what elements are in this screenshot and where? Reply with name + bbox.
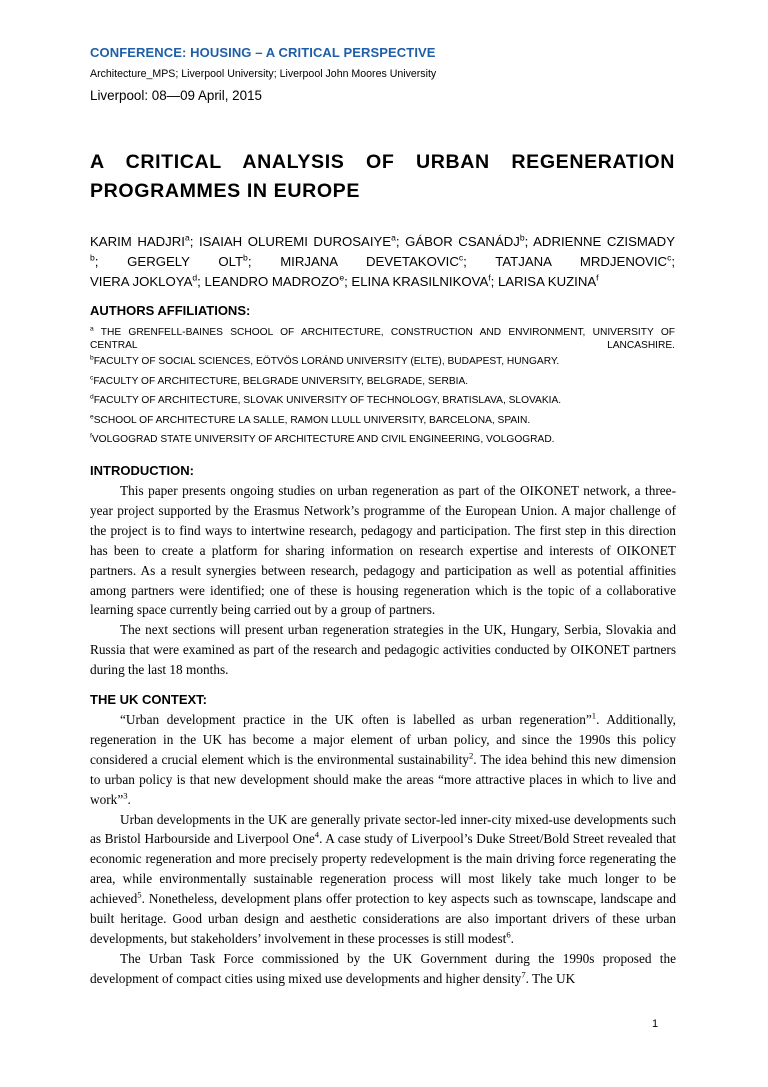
footnote-ref[interactable]: 6 (506, 929, 511, 940)
footnote-ref[interactable]: 5 (137, 889, 142, 900)
author-list (90, 232, 675, 292)
affiliation-marker: f (596, 272, 599, 283)
affiliation-item (90, 415, 675, 428)
affiliation-text-line2 (90, 340, 675, 353)
introduction-body (90, 481, 676, 680)
paragraph (90, 810, 676, 949)
affiliation-item (90, 356, 675, 369)
affiliation-item (90, 395, 675, 408)
footnote-ref[interactable]: 4 (314, 830, 320, 841)
affiliation-key: c (90, 374, 94, 382)
introduction-heading: INTRODUCTION: (90, 463, 194, 478)
affiliation-marker: c (458, 252, 464, 263)
conference-institutions: Architecture_MPS; Liverpool University; Liverpool John Moores University (90, 68, 437, 80)
affiliation-marker: a (391, 232, 396, 243)
author-name: ADRIENNE CZISMADY (533, 234, 675, 249)
page-number: 1 (652, 1018, 659, 1030)
affiliation-marker: b (90, 252, 95, 263)
affiliation-item (90, 327, 675, 352)
text-run: . The UK (525, 970, 576, 986)
affiliation-marker: f (488, 272, 491, 283)
author-name: LARISA KUZINA (497, 274, 597, 289)
affiliation-key: b (90, 354, 94, 362)
author-line-3: VIERA JOKLOYA$^d$; LEANDRO MADROZO$^e$; ELINA KRASILNIKOVA$^f$; LARISA KUZINA$^f$ (90, 272, 599, 289)
author-name: GERGELY OLT (127, 254, 244, 269)
conference-date: Liverpool: 08—09 April, 2015 (90, 88, 262, 103)
text-run: . (510, 930, 514, 946)
affiliation-marker: c (667, 252, 672, 263)
author-name: ISAIAH OLUREMI DUROSAIYE (198, 234, 392, 249)
paragraph (90, 949, 676, 989)
author-line-1: KARIM HADJRI$^a$; ISAIAH OLUREMI DUROSAIYE$^a$; GÁBOR CSANÁDJ$^b$; ADRIENNE CZISMADY (90, 232, 675, 249)
affiliation-text: FACULTY OF SOCIAL SCIENCES, EÖTVÖS LORÁND UNIVERSITY (ELTE), BUDAPEST, HUNGARY. (93, 356, 560, 367)
affiliation-key: d (90, 393, 94, 401)
affiliation-text: LANCASHIRE. (607, 339, 675, 351)
text-run: . A case study of Liverpool’s Duke Street/Bold Street revealed that economic regeneration and more precisely property redevelopment is the main driving force regenerating the area, while environmentally sustainable regeneration process will most likely take much longer to be achieved (90, 831, 676, 907)
affiliations-list (90, 327, 675, 454)
footnote-ref[interactable]: 7 (521, 969, 526, 980)
author-name: ELINA KRASILNIKOVA (351, 274, 489, 289)
text-run: . The idea behind this new dimension to urban policy is that new development should make the areas “more attractive places in which to live and work” (90, 751, 676, 807)
affiliations-heading: AUTHORS AFFILIATIONS: (90, 303, 251, 318)
affiliation-marker: a (184, 232, 190, 243)
text-run: Urban developments in the UK are generally private sector-led inner-city mixed-use developments such as Bristol Harbourside and Liverpool One (90, 811, 676, 847)
paper-title: A CRITICAL ANALYSIS OF URBAN REGENERATION PROGRAMMES IN EUROPE (90, 151, 675, 202)
conference-title: CONFERENCE: HOUSING – A CRITICAL PERSPECTIVE (90, 45, 436, 60)
author-line-2: $^b$; GERGELY OLT$^b$; MIRJANA DEVETAKOVIC$^c$; TATJANA MRDJENOVIC$^c$; (90, 252, 676, 269)
affiliation-text: CENTRAL (90, 339, 138, 351)
affiliation-text: THE GRENFELL-BAINES SCHOOL OF ARCHITECTURE, CONSTRUCTION AND ENVIRONMENT, UNIVERSITY OF (100, 327, 675, 338)
uk-context-heading: THE UK CONTEXT: (90, 692, 207, 707)
author-name: GÁBOR CSANÁDJ (405, 234, 520, 249)
footnote-ref[interactable]: 3 (123, 790, 128, 801)
uk-context-body (90, 710, 676, 989)
text-run: The Urban Task Force commissioned by the UK Government during the 1990s proposed the development of compact cities using mixed use developments and higher density (90, 950, 676, 986)
author-name: LEANDRO MADROZO (204, 274, 340, 289)
affiliation-key: a (90, 325, 94, 333)
author-name: MIRJANA DEVETAKOVIC (280, 254, 459, 269)
affiliation-marker: b (243, 252, 248, 263)
text-run: . (127, 791, 131, 807)
affiliation-marker: d (192, 272, 198, 283)
paragraph: The next sections will present urban regeneration strategies in the UK, Hungary, Serbia, Slovakia and Russia that were examined as part of the research and pedagogic activities conducted by OIKONET partners during the last 18 months. (90, 622, 676, 678)
affiliation-text: FACULTY OF ARCHITECTURE, SLOVAK UNIVERSITY OF TECHNOLOGY, BRATISLAVA, SLOVAKIA. (93, 395, 562, 406)
affiliation-key: e (90, 413, 94, 421)
affiliation-marker: e (339, 272, 345, 283)
paragraph: This paper presents ongoing studies on urban regeneration as part of the OIKONET network, a three-year project supported by the Erasmus Network’s programme of the European Union. A major challenge of the project is to find ways to intertwine research, pedagogy and participation. The first step in this direction has been to create a platform for sharing information on research expertise and interests of OIKONET partners. As a result synergies between research, pedagogy and participation as well as potential affinities among partners were identified; one of these is housing regeneration which is the topic of a collaborative learning space currently being carried out by a group of partners. (90, 483, 676, 618)
text-run: . Nonetheless, development plans offer protection to key aspects such as townscape, landscape and built heritage. Good urban design and aesthetic considerations are also important drivers of these urban developments, but stakeholders’ involvement in these processes is still modest (90, 891, 676, 946)
author-name: VIERA JOKLOYA (90, 274, 193, 289)
affiliation-marker: b (519, 232, 525, 243)
affiliation-key: f (90, 432, 92, 440)
paragraph (90, 710, 676, 810)
text-run: “Urban development practice in the UK often is labelled as urban regeneration” (120, 712, 592, 727)
text-run: . Additionally, regeneration in the UK has become a major element of urban policy, and since the 1990s this policy considered a crucial element which is the environmental sustainability (90, 712, 677, 767)
footnote-ref[interactable]: 1 (591, 710, 597, 721)
affiliation-item (90, 434, 675, 447)
author-name: TATJANA MRDJENOVIC (495, 254, 668, 269)
affiliation-text: VOLGOGRAD STATE UNIVERSITY OF ARCHITECTURE AND CIVIL ENGINEERING, VOLGOGRAD. (91, 434, 555, 445)
footnote-ref[interactable]: 2 (468, 750, 474, 761)
affiliation-text: SCHOOL OF ARCHITECTURE LA SALLE, RAMON LLULL UNIVERSITY, BARCELONA, SPAIN. (93, 414, 531, 426)
affiliation-item (90, 376, 675, 389)
affiliation-text: FACULTY OF ARCHITECTURE, BELGRADE UNIVERSITY, BELGRADE, SERBIA. (93, 375, 469, 387)
author-name: KARIM HADJRI (90, 234, 185, 249)
